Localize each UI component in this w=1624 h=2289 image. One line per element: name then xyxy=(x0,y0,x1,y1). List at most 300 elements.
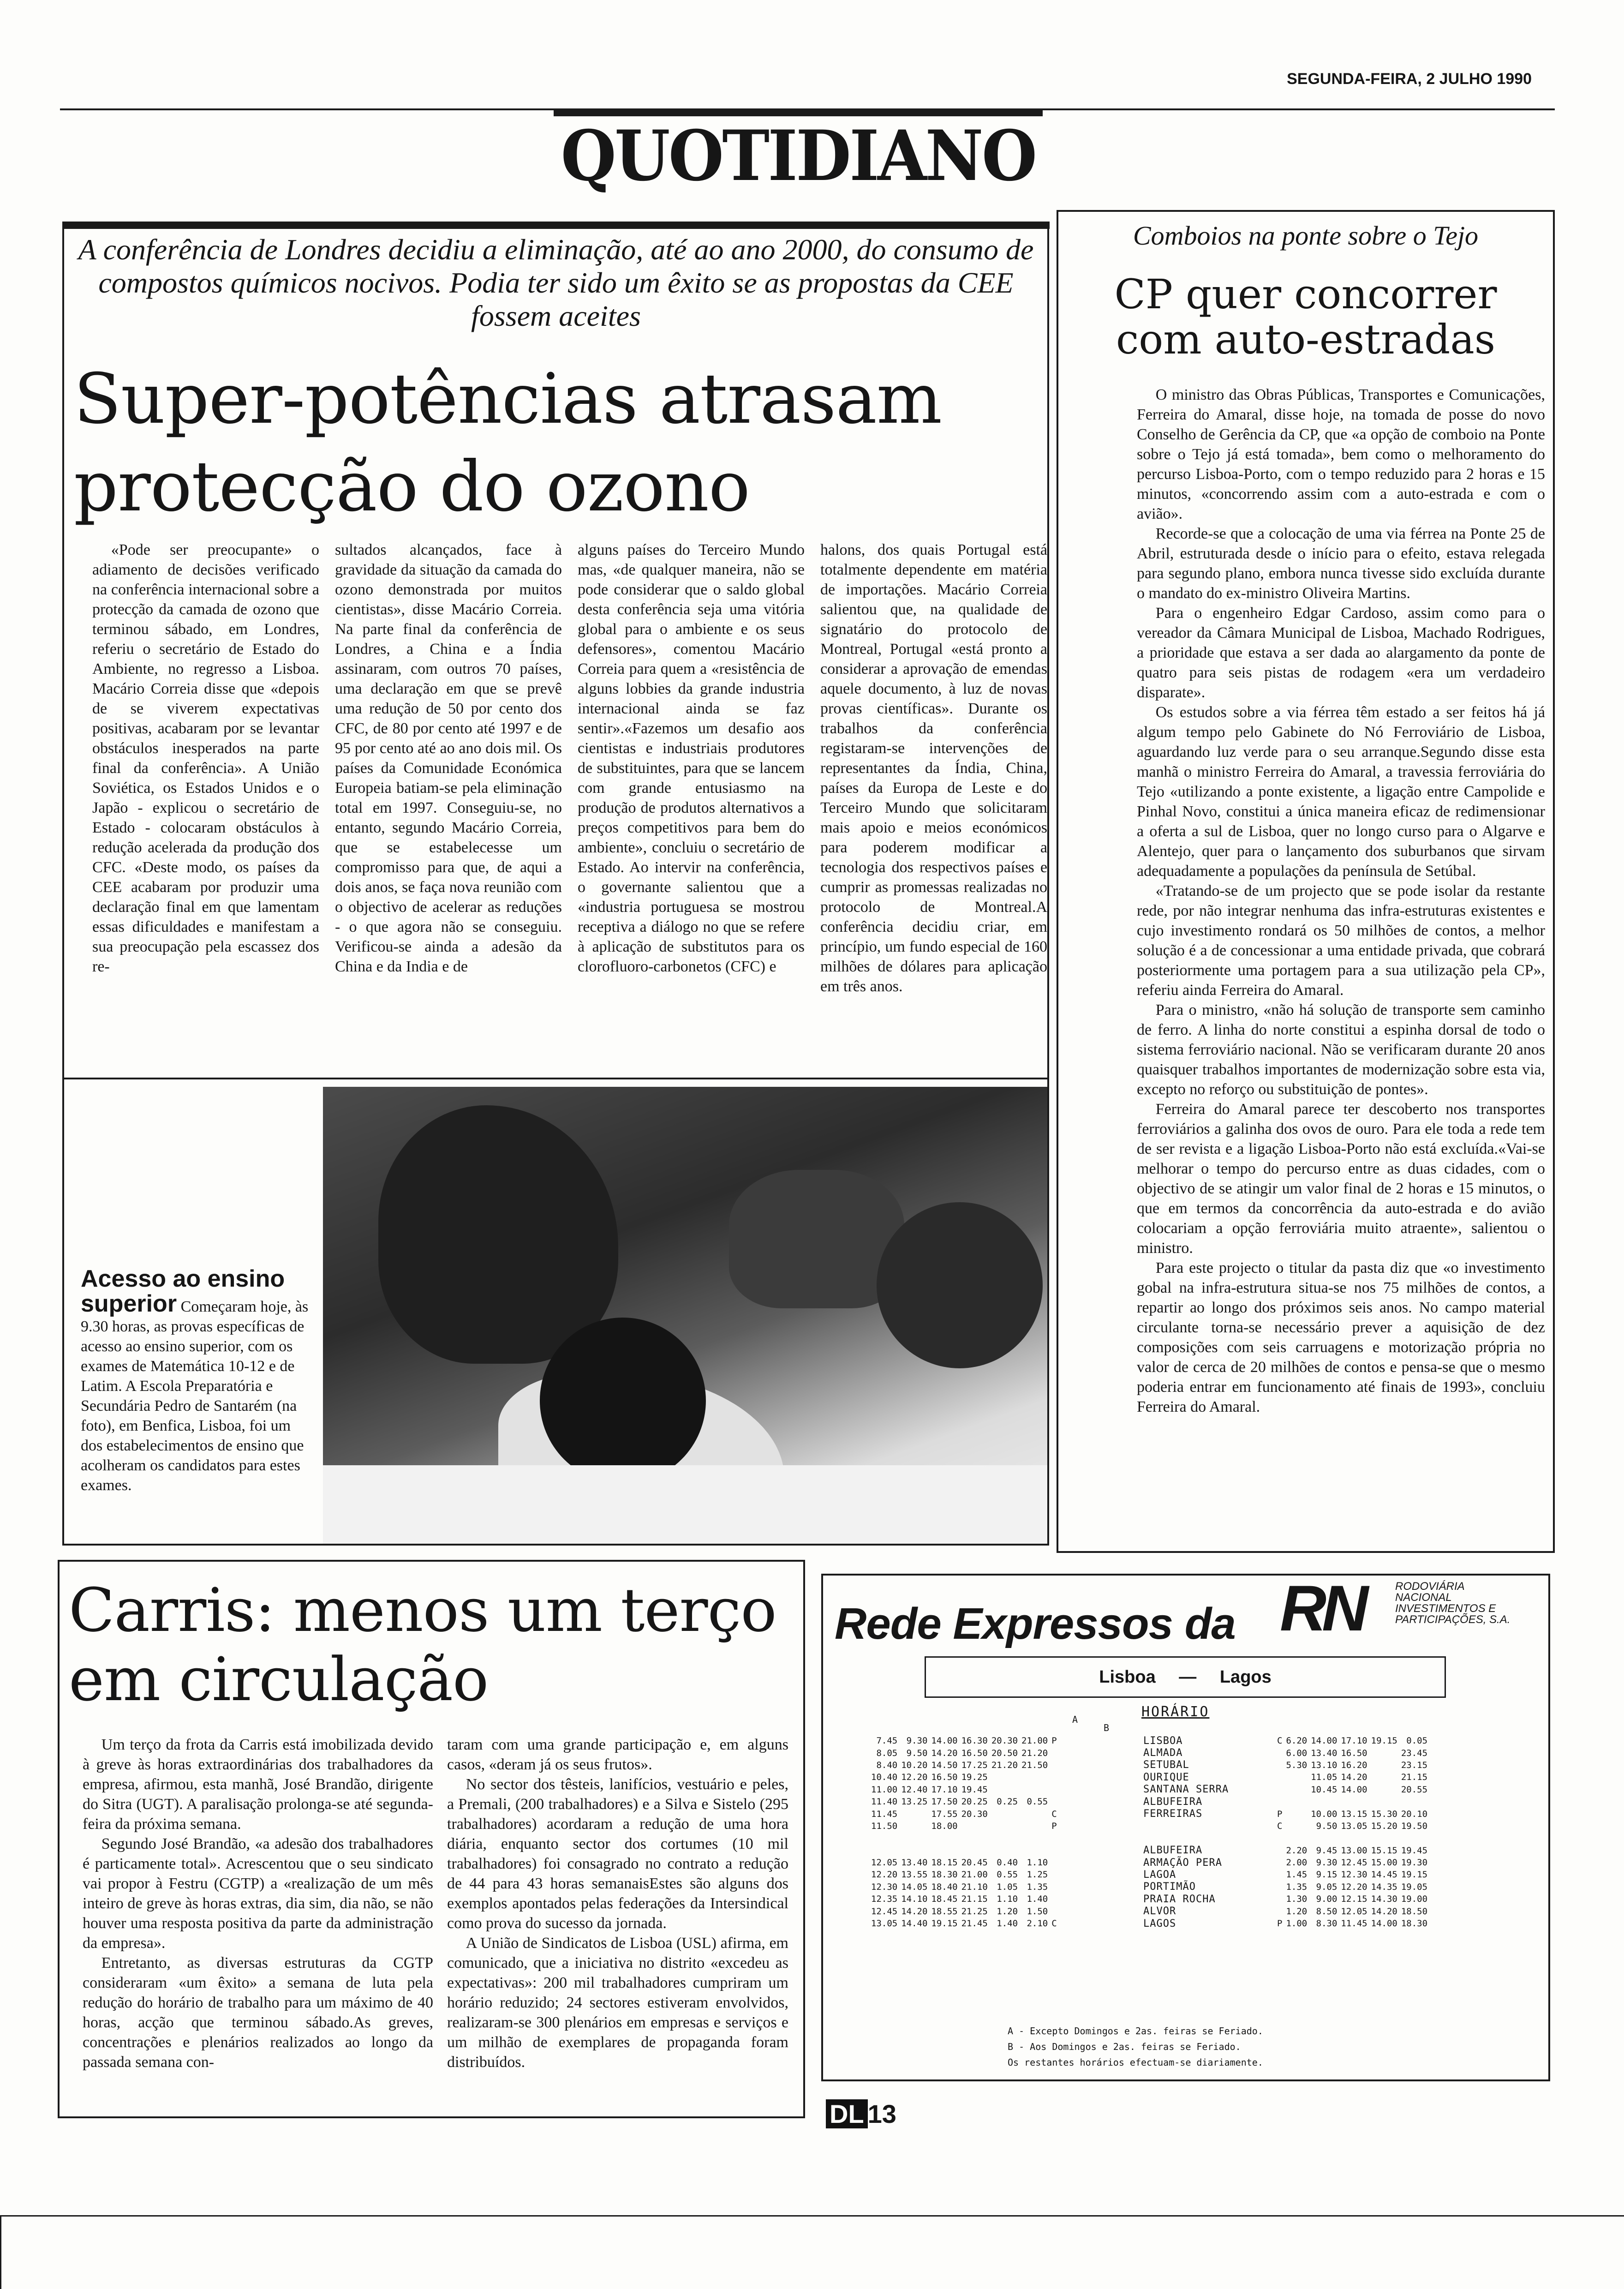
return-cell xyxy=(1339,1796,1369,1808)
return-cell xyxy=(1275,1857,1284,1869)
return-cell: 19.15 xyxy=(1401,1870,1428,1880)
return-cell: 11.05 xyxy=(1311,1772,1337,1783)
route-from: Lisboa xyxy=(1099,1667,1156,1687)
return-cell: 10.45 xyxy=(1311,1784,1337,1795)
return-cell xyxy=(1339,1832,1369,1844)
return-cell: 10.00 xyxy=(1311,1809,1337,1819)
outbound-cell: 17.50 xyxy=(931,1797,958,1807)
outbound-cell xyxy=(1050,1893,1058,1905)
return-cell: 14.30 xyxy=(1371,1894,1397,1905)
station-name: LAGOS xyxy=(1143,1917,1176,1929)
outbound-cell: C xyxy=(1051,1918,1057,1929)
return-cell: 15.30 xyxy=(1371,1809,1397,1819)
return-row xyxy=(1275,1735,1429,1747)
return-cell: 14.00 xyxy=(1311,1736,1337,1746)
outbound-cell: 13.40 xyxy=(901,1858,928,1868)
carris-article xyxy=(58,1560,805,2118)
return-cell xyxy=(1275,1893,1284,1905)
ad-title: Rede Expressos da xyxy=(835,1599,1236,1648)
return-cell: P xyxy=(1277,1809,1283,1819)
return-row xyxy=(1275,1893,1429,1905)
station-row xyxy=(1141,1845,1230,1857)
outbound-cell: 19.25 xyxy=(961,1772,988,1783)
return-cell xyxy=(1275,1905,1284,1917)
return-cell: 15.20 xyxy=(1371,1821,1397,1831)
return-row xyxy=(1275,1771,1429,1783)
outbound-cell: 21.10 xyxy=(961,1882,988,1892)
outbound-cell: 14.00 xyxy=(931,1736,958,1746)
carris-headline-line2: em circulação xyxy=(69,1644,489,1714)
outbound-cell: 14.10 xyxy=(901,1894,928,1905)
return-cell: 9.15 xyxy=(1316,1870,1337,1880)
exam-caption xyxy=(81,1267,311,1495)
outbound-cell: 20.50 xyxy=(991,1748,1018,1758)
return-cell: 18.50 xyxy=(1401,1906,1428,1917)
outbound-cell: 14.20 xyxy=(931,1748,958,1758)
outbound-cell xyxy=(1020,1784,1050,1796)
return-cell: 13.40 xyxy=(1311,1748,1337,1758)
return-cell: C xyxy=(1277,1821,1283,1831)
outbound-cell xyxy=(1050,1771,1058,1783)
station-name: LAGOA xyxy=(1143,1869,1176,1881)
return-cell: 1.30 xyxy=(1286,1894,1308,1905)
return-row xyxy=(1275,1845,1429,1857)
return-cell xyxy=(1284,1796,1309,1808)
return-cell: 2.20 xyxy=(1286,1845,1308,1856)
return-cell xyxy=(1369,1784,1399,1796)
ozone-headline-line2: protecção do ozono xyxy=(74,447,750,527)
outbound-cell: 1.10 xyxy=(997,1894,1018,1905)
outbound-cell: 1.40 xyxy=(1027,1894,1048,1905)
outbound-cell: 21.20 xyxy=(1021,1748,1048,1758)
station-row xyxy=(1141,1747,1230,1759)
outbound-row xyxy=(869,1808,1059,1820)
outbound-row xyxy=(869,1796,1059,1808)
outbound-row xyxy=(869,1857,1059,1869)
outbound-cell: 21.20 xyxy=(991,1760,1018,1770)
outbound-cell xyxy=(1050,1869,1058,1881)
bottom-rule xyxy=(0,2215,1624,2217)
outbound-cell xyxy=(1050,1905,1058,1917)
outbound-cell xyxy=(1050,1845,1058,1857)
outbound-cell: 20.30 xyxy=(991,1736,1018,1746)
return-cell: 5.30 xyxy=(1286,1760,1308,1770)
outbound-cell: 12.20 xyxy=(871,1870,898,1880)
outbound-cell: 0.25 xyxy=(997,1797,1018,1807)
dateline: SEGUNDA-FEIRA, 2 JULHO 1990 xyxy=(1287,70,1532,88)
outbound-cell: 8.05 xyxy=(876,1748,898,1758)
outbound-row xyxy=(869,1747,1059,1759)
return-cell xyxy=(1369,1832,1399,1844)
return-cell xyxy=(1284,1771,1309,1783)
station-name: ALVOR xyxy=(1143,1906,1176,1917)
return-cell: 1.00 xyxy=(1286,1918,1308,1929)
return-cell: 6.00 xyxy=(1286,1748,1308,1758)
outbound-cell: 18.00 xyxy=(931,1821,958,1831)
bottom-edge xyxy=(0,2215,1,2289)
outbound-cell: 13.05 xyxy=(871,1918,898,1929)
outbound-cell: 19.45 xyxy=(961,1784,988,1795)
return-cell: 19.45 xyxy=(1401,1845,1428,1856)
outbound-cell: 21.00 xyxy=(1021,1736,1048,1746)
return-cell: 15.15 xyxy=(1371,1845,1397,1856)
station-row xyxy=(1141,1832,1230,1844)
outbound-cell: 16.50 xyxy=(931,1772,958,1783)
return-cell: 12.30 xyxy=(1341,1870,1367,1880)
outbound-cell xyxy=(1050,1784,1058,1796)
return-cell xyxy=(1309,1796,1339,1808)
station-name: PORTIMÃO xyxy=(1143,1881,1196,1893)
station-name: SETUBAL xyxy=(1143,1759,1189,1771)
return-cell: 12.15 xyxy=(1341,1894,1367,1905)
outbound-cell: P xyxy=(1051,1821,1057,1831)
outbound-cell xyxy=(990,1784,1020,1796)
outbound-cell: 0.55 xyxy=(997,1870,1018,1880)
station-name xyxy=(1141,1832,1230,1844)
outbound-cell: 1.50 xyxy=(1027,1906,1048,1917)
outbound-cell: 18.30 xyxy=(931,1870,958,1880)
outbound-cell: 17.10 xyxy=(931,1784,958,1795)
outbound-cell: 12.45 xyxy=(871,1906,898,1917)
outbound-cell: 20.45 xyxy=(961,1858,988,1868)
rn-advertisement xyxy=(821,1574,1550,2081)
outbound-cell: 12.20 xyxy=(901,1772,928,1783)
return-row xyxy=(1275,1869,1429,1881)
outbound-cell xyxy=(929,1845,959,1857)
outbound-cell xyxy=(869,1832,899,1844)
return-cell: 13.10 xyxy=(1311,1760,1337,1770)
station-row xyxy=(1141,1905,1230,1917)
outbound-cell: 1.20 xyxy=(997,1906,1018,1917)
outbound-cell: 21.45 xyxy=(961,1918,988,1929)
station-name: LISBOA xyxy=(1143,1735,1183,1747)
outbound-schedule xyxy=(869,1735,1059,1929)
station-row xyxy=(1141,1869,1230,1881)
outbound-cell xyxy=(1020,1820,1050,1832)
return-cell xyxy=(1284,1820,1309,1832)
outbound-cell xyxy=(1050,1881,1058,1893)
column-a-label: A xyxy=(1072,1714,1078,1725)
return-row xyxy=(1275,1784,1429,1796)
outbound-cell: 21.25 xyxy=(961,1906,988,1917)
return-cell: 12.20 xyxy=(1341,1882,1367,1892)
return-cell: 9.05 xyxy=(1316,1882,1337,1892)
station-row xyxy=(1141,1917,1230,1929)
outbound-cell xyxy=(1020,1845,1050,1857)
outbound-cell: 12.35 xyxy=(871,1894,898,1905)
outbound-row xyxy=(869,1735,1059,1747)
outbound-cell: 10.20 xyxy=(901,1760,928,1770)
return-cell: 20.10 xyxy=(1401,1809,1428,1819)
return-cell: 15.00 xyxy=(1371,1858,1397,1868)
return-cell: 13.15 xyxy=(1341,1809,1367,1819)
outbound-cell: 1.35 xyxy=(1027,1882,1048,1892)
outbound-cell xyxy=(1050,1796,1058,1808)
route-separator: — xyxy=(1179,1667,1197,1687)
outbound-row xyxy=(869,1905,1059,1917)
outbound-cell xyxy=(899,1808,929,1820)
outbound-cell: 14.50 xyxy=(931,1760,958,1770)
return-cell: 0.05 xyxy=(1406,1736,1428,1746)
outbound-cell: 11.00 xyxy=(871,1784,898,1795)
outbound-cell: 11.40 xyxy=(871,1797,898,1807)
outbound-cell xyxy=(960,1820,990,1832)
cp-body: O ministro das Obras Públicas, Transportes e Comunicações, Ferreira do Amaral, disse hoje, na tomada de posse do novo Conselho de Gerência da CP, que «a opção de comboio na Ponte sobre o Tejo já está tomada», bem como o melhoramento do percurso Lisboa-Porto, com o tempo reduzido para 2 horas e 15 minutos, «concorrendo assim com a auto-estrada e com o avião». Recorde-se que a colocação de uma via férrea na Ponte 25 de Abril, estruturada desde o início para o efeito, estava relegada para segundo plano, embora nunca tivesse sido excluída durante o mandato do ex-ministro Oliveira Martins. Para o engenheiro Edgar Cardoso, assim como para o vereador da Câmara Municipal de Lisboa, Machado Rodrigues, a prioridade que estava a ser dada ao alargamento da ponte de quatro para seis pistas de rodagem «era um verdadeiro disparate». Os estudos sobre a via férrea têm estado a ser feitos há já algum tempo pelo Gabinete do Nó Ferroviário de Lisboa, aguardando luz verde para o seu arranque.Segundo disse esta manhã o ministro Ferreira do Amaral, a travessia ferroviária do Tejo «utilizando a ponte existente, a ligação entre Campolide e Pinhal Novo, constitui a única maneira eficaz de redimensionar a oferta a sul de Lisboa, quer no longo curso para o Algarve e Alentejo, quer para o lançamento dos suburbanos que sirvam adequadamente a populações da península de Setúbal. «Tratando-se de um projecto que se pode isolar da restante rede, por não integrar nenhuma das infra-estruturas existentes e cujo investimento rondará os 50 milhões de contos, a melhor solução é a de concessionar a uma entidade privada, que cobrará posteriormente uma portagem para a sua utilização pela CP», referiu ainda Ferreira do Amaral. Para o ministro, «não há solução de transporte sem caminho de ferro. A linha do norte constitui a espinha dorsal de todo o sistema ferroviário nacional. Não se verificaram durante 20 anos quaisquer trabalhos importantes de modernização sobre esta via, excepto no reforço ou substituição de pontes». Ferreira do Amaral parece ter descoberto nos transportes ferroviários a galinha dos ovos de ouro. Para ele toda a rede tem de ser revista e a ligação Lisboa-Porto não está excluída.«Vai-se melhorar o tempo do percurso entre as duas cidades, com o objectivo de se atingir um valor final de 2 horas e 15 minutos, o que em termos da concorrência da auto-estrada e do avião colocariam a opção ferroviária muito atraente», salientou o ministro. Para este projecto o titular da pasta diz que «o investimento gobal na infra-estrutura situa-se nos 75 milhões de contos, a repartir ao longo dos próximos seis anos. No campo material circulante torna-se necessário prever a aquisição de dez composições com seis carruagens e motorização própria no valor de cerca de 20 milhões de contos e pensa-se que o mesmo poderia entrar em funcionamento até finais de 1993», concluiu Ferreira do Amaral. xyxy=(1137,386,1545,1415)
return-cell: 19.05 xyxy=(1401,1882,1428,1892)
outbound-cell: 0.55 xyxy=(1027,1797,1048,1807)
outbound-cell: 8.40 xyxy=(876,1760,898,1770)
outbound-row xyxy=(869,1881,1059,1893)
return-cell xyxy=(1275,1759,1284,1771)
return-row xyxy=(1275,1917,1429,1929)
return-cell: 14.45 xyxy=(1371,1870,1397,1880)
outbound-cell: 19.15 xyxy=(931,1918,958,1929)
outbound-cell: 18.55 xyxy=(931,1906,958,1917)
cp-kicker: Comboios na ponte sobre o Tejo xyxy=(1133,221,1479,251)
return-row xyxy=(1275,1808,1429,1820)
station-row xyxy=(1141,1771,1230,1783)
return-cell: 19.50 xyxy=(1401,1821,1428,1831)
outbound-cell xyxy=(929,1832,959,1844)
outbound-cell: 16.50 xyxy=(961,1748,988,1758)
carris-column-2: taram com uma grande participação e, em alguns casos, «deram já os seus frutos». No sector dos têsteis, lanifícios, vestuário e peles, a Premali, (200 trabalhadores) e a Silva e Sistelo (295 trabalhadores) acordaram a redução de uma hora diária, enquanto sector dos cortumes (10 mil trabalhadores) foi consagrado no contrato a redução de 44 para 43 horas semanaisEstes são alguns dos exemplos apontados pelas federações da Intersindical como prova do sucesso da jornada. A União de Sindicatos de Lisboa (USL) afirma, em comunicado, que a iniciativa no distrito «excedeu as expectativas»: 200 mil trabalhadores cumpriram um horário reduzido; 24 sectores estiveram envolvidos, realizaram-se 300 plenários em empresas e serviços e um milhão de exemplares de propaganda foram distribuídos. xyxy=(447,1736,788,2071)
return-cell xyxy=(1275,1869,1284,1881)
outbound-cell xyxy=(990,1808,1020,1820)
outbound-cell xyxy=(1020,1771,1050,1783)
return-cell: 1.45 xyxy=(1286,1870,1308,1880)
station-list xyxy=(1141,1735,1230,1929)
return-cell: 1.35 xyxy=(1286,1882,1308,1892)
outbound-cell xyxy=(990,1832,1020,1844)
outbound-cell: 16.30 xyxy=(961,1736,988,1746)
return-cell xyxy=(1275,1881,1284,1893)
return-row xyxy=(1275,1905,1429,1917)
station-name xyxy=(1141,1820,1230,1832)
return-cell xyxy=(1284,1832,1309,1844)
outbound-row xyxy=(869,1771,1059,1783)
station-name: FERREIRAS xyxy=(1143,1808,1203,1820)
ozone-headline-line1: Super-potências atrasam xyxy=(74,359,942,439)
outbound-row xyxy=(869,1784,1059,1796)
outbound-cell: 7.45 xyxy=(876,1736,898,1746)
schedule-title: HORÁRIO xyxy=(1141,1704,1210,1720)
return-cell: 16.50 xyxy=(1341,1748,1367,1758)
outbound-cell: 1.05 xyxy=(997,1882,1018,1892)
outbound-cell xyxy=(899,1832,929,1844)
outbound-cell xyxy=(1020,1808,1050,1820)
return-cell: 14.00 xyxy=(1371,1918,1397,1929)
return-cell: 16.20 xyxy=(1341,1760,1367,1770)
return-cell: 13.05 xyxy=(1341,1821,1367,1831)
ozone-column-2: sultados alcançados, face à gravidade da situação da camada do ozono demonstrada por muitos cientistas», disse Macário Correia. Na parte final da conferência de Londres, a China e a Índia assinaram, com outros 70 países, uma declaração em que se prevê uma redução de 50 por cento dos CFC, de 80 por cento até 1997 e de 95 por cento até ao ano dois mil. Os países da Comunidade Económica Europeia batiam-se pela eliminação total em 1997. Conseguiu-se, no entanto, segundo Macário Correia, que se estabelecesse um compromisso para que, de aqui a dois anos, se faça nova reunião com o objectivo de acelerar as reduções - o que agora não se conseguiu. Verificou-se ainda a adesão da China e da India e de xyxy=(335,541,562,975)
outbound-cell xyxy=(960,1832,990,1844)
return-cell: 2.00 xyxy=(1286,1858,1308,1868)
outbound-cell: 18.45 xyxy=(931,1894,958,1905)
exam-caption-title: Acesso ao ensino superior xyxy=(81,1265,285,1317)
outbound-cell: 18.40 xyxy=(931,1882,958,1892)
return-cell: 1.20 xyxy=(1286,1906,1308,1917)
route-to: Lagos xyxy=(1219,1667,1272,1687)
outbound-cell: 20.30 xyxy=(961,1809,988,1819)
outbound-cell xyxy=(869,1845,899,1857)
ozone-column-4: halons, dos quais Portugal está totalmente dependente em matéria de importações. Macário Correia salientou que, na qualidade de signatário do protocolo de Montreal, Portugal «está pronto a considerar a aprovação de emendas aquele documento, à luz de novas provas científicas». Durante os trabalhos da conferência registaram-se intervenções de representantes da Índia, China, países da Europa de Leste e do Terceiro Mundo que solicitaram mais apoio e meios económicos para poderem modificar a tecnologia dos respectivos países e cumprir as promessas realizadas no protocolo de Montreal.A conferência decidiu criar, em princípio, um fundo especial de 160 milhões de dólares para aplicação em três anos. xyxy=(820,541,1047,995)
return-row xyxy=(1275,1759,1429,1771)
return-cell: 19.30 xyxy=(1401,1858,1428,1868)
return-cell xyxy=(1284,1784,1309,1796)
outbound-cell: 12.40 xyxy=(901,1784,928,1795)
return-cell xyxy=(1399,1832,1429,1844)
station-row xyxy=(1141,1784,1230,1796)
return-cell xyxy=(1309,1832,1339,1844)
outbound-cell: 11.45 xyxy=(871,1809,898,1819)
return-cell: 9.30 xyxy=(1316,1858,1337,1868)
outbound-cell xyxy=(1050,1747,1058,1759)
carris-headline-line1: Carris: menos um terço xyxy=(69,1575,776,1645)
return-cell: 9.50 xyxy=(1316,1821,1337,1831)
outbound-row xyxy=(869,1820,1059,1832)
outbound-cell xyxy=(1050,1857,1058,1869)
return-row xyxy=(1275,1881,1429,1893)
section-title: QUOTIDIANO xyxy=(561,115,1036,197)
return-cell xyxy=(1369,1747,1399,1759)
return-cell: 17.10 xyxy=(1341,1736,1367,1746)
return-cell xyxy=(1275,1832,1284,1844)
carris-column-1: Um terço da frota da Carris está imobilizada devido à greve às horas extraordinárias dos trabalhadores da empresa, afirmou, esta manhã, José Brandão, dirigente do Sitra (UGT). A paralisação prolonga-se até segunda-feira da próxima semana. Segundo José Brandão, «a adesão dos trabalhadores é particamente total». Acrescentou que o seu sindicato vai propor à Festru (CGTP) a «realização de um mês inteiro de greve às horas extras, dia sim, dia não, se não houver uma resposta positiva da parte da administração da empresa». Entretanto, as diversas estruturas da CGTP consideraram «um êxito» a semana de luta pela redução do horário de trabalho para um máximo de 40 horas, acção que terminou sábado.As greves, concentrações e plenários realizados ao longo da passada semana con- xyxy=(83,1736,433,2071)
station-row xyxy=(1141,1759,1230,1771)
outbound-cell: 12.05 xyxy=(871,1858,898,1868)
return-cell: 14.20 xyxy=(1341,1772,1367,1783)
schedule-notes: A - Excepto Domingos e 2as. feiras se Feriado. B - Aos Domingos e 2as. feiras se Feriado. Os restantes horários efectuam-se diariamente. xyxy=(1008,2025,1263,2068)
outbound-cell: 1.25 xyxy=(1027,1870,1048,1880)
outbound-cell: 12.30 xyxy=(871,1882,898,1892)
return-cell: 14.00 xyxy=(1341,1784,1367,1795)
return-cell: 9.45 xyxy=(1316,1845,1337,1856)
column-b-label: B xyxy=(1104,1722,1110,1733)
outbound-row xyxy=(869,1759,1059,1771)
outbound-cell: P xyxy=(1051,1736,1057,1746)
return-cell: 20.55 xyxy=(1401,1784,1428,1795)
return-schedule xyxy=(1275,1735,1429,1929)
cp-article xyxy=(1057,210,1555,1553)
return-cell: 13.00 xyxy=(1341,1845,1367,1856)
return-cell: C xyxy=(1277,1736,1283,1746)
return-row xyxy=(1275,1832,1429,1844)
outbound-cell: 21.50 xyxy=(1021,1760,1048,1770)
return-cell: 19.00 xyxy=(1401,1894,1428,1905)
outbound-cell: 13.25 xyxy=(901,1797,928,1807)
outbound-cell: 13.55 xyxy=(901,1870,928,1880)
return-cell xyxy=(1369,1796,1399,1808)
outbound-cell: 1.10 xyxy=(1027,1858,1048,1868)
return-cell: 14.20 xyxy=(1371,1906,1397,1917)
page-number: 13 xyxy=(867,2099,896,2128)
return-cell: 8.30 xyxy=(1316,1918,1337,1929)
outbound-cell: 18.15 xyxy=(931,1858,958,1868)
outbound-cell xyxy=(1020,1832,1050,1844)
return-cell xyxy=(1275,1771,1284,1783)
outbound-cell: 20.25 xyxy=(961,1797,988,1807)
outbound-cell xyxy=(990,1845,1020,1857)
return-cell: P xyxy=(1277,1918,1283,1929)
dl-logo: DL xyxy=(826,2099,868,2128)
return-cell xyxy=(1369,1759,1399,1771)
outbound-cell xyxy=(899,1820,929,1832)
return-cell xyxy=(1275,1747,1284,1759)
outbound-cell xyxy=(1050,1832,1058,1844)
return-cell: 23.45 xyxy=(1401,1748,1428,1758)
outbound-cell: 0.40 xyxy=(997,1858,1018,1868)
route-box xyxy=(925,1656,1446,1698)
return-cell: 8.50 xyxy=(1316,1906,1337,1917)
return-cell xyxy=(1275,1796,1284,1808)
outbound-cell xyxy=(960,1845,990,1857)
station-name: OURIQUE xyxy=(1143,1771,1189,1783)
outbound-row xyxy=(869,1869,1059,1881)
return-cell xyxy=(1369,1771,1399,1783)
ozone-column-1: «Pode ser preocupante» o adiamento de decisões verificado na conferência internacional sobre a protecção da camada de ozono que terminou sábado, em Londres, referiu o secretário de Estado do Ambiente, no regresso a Lisboa. Macário Correia disse que «depois de se viverem expectativas positivas, acabaram por se levantar obstáculos inesperados na parte final da conferência». A União Soviética, os Estados Unidos e o Japão - explicou o secretário de Estado - colocaram obstáculos à redução acelerada da produção dos CFC. «Deste modo, os países da CEE acabaram por produzir uma declaração final em que lamentam essas dificuldades e manifestam a sua preocupação pela escassez dos re- xyxy=(92,541,319,975)
ozone-deck: A conferência de Londres decidiu a eliminação, até ao ano 2000, do consumo de compostos químicos nocivos. Podia ter sido um êxito se as propostas da CEE fossem aceites xyxy=(78,233,1034,332)
return-cell: 9.00 xyxy=(1316,1894,1337,1905)
return-cell: 21.15 xyxy=(1401,1772,1428,1783)
page-footer xyxy=(826,2099,896,2129)
station-name: ALBUFEIRA xyxy=(1143,1845,1203,1857)
return-cell: 19.15 xyxy=(1371,1736,1397,1746)
station-row xyxy=(1141,1735,1230,1747)
outbound-cell xyxy=(990,1771,1020,1783)
return-cell xyxy=(1275,1845,1284,1857)
outbound-cell: 17.25 xyxy=(961,1760,988,1770)
station-name: SANTANA SERRA xyxy=(1143,1784,1229,1796)
outbound-cell: 9.30 xyxy=(906,1736,928,1746)
outbound-cell: 10.40 xyxy=(871,1772,898,1783)
return-row xyxy=(1275,1820,1429,1832)
rn-company-name: RODOVIÁRIA NACIONAL INVESTIMENTOS E PARTICIPAÇÕES, S.A. xyxy=(1395,1580,1511,1626)
return-row xyxy=(1275,1796,1429,1808)
station-name: ALMADA xyxy=(1143,1747,1183,1759)
outbound-cell xyxy=(1050,1759,1058,1771)
station-name: PRAIA ROCHA xyxy=(1143,1893,1216,1905)
outbound-cell: 21.00 xyxy=(961,1870,988,1880)
station-row xyxy=(1141,1881,1230,1893)
station-name: ARMAÇÃO PERA xyxy=(1143,1857,1222,1869)
return-cell: 23.15 xyxy=(1401,1760,1428,1770)
return-cell: 18.30 xyxy=(1401,1918,1428,1929)
station-row xyxy=(1141,1820,1230,1832)
outbound-cell: 14.40 xyxy=(901,1918,928,1929)
return-cell xyxy=(1275,1784,1284,1796)
station-row xyxy=(1141,1796,1230,1808)
outbound-cell xyxy=(899,1845,929,1857)
exam-photo xyxy=(323,1087,1047,1544)
outbound-row xyxy=(869,1917,1059,1929)
return-cell xyxy=(1284,1808,1309,1820)
outbound-row xyxy=(869,1893,1059,1905)
return-cell: 12.45 xyxy=(1341,1858,1367,1868)
return-cell: 14.35 xyxy=(1371,1882,1397,1892)
outbound-cell: C xyxy=(1051,1809,1057,1819)
return-cell: 6.20 xyxy=(1286,1736,1308,1746)
ozone-column-3: alguns países do Terceiro Mundo mas, «de qualquer maneira, não se pode considerar que o saldo global desta conferência seja uma vitória global para o ambiente e os seus defensores», comentou Macário Correia para quem a «resistência de alguns lobbies da grande industria internacional ainda se faz sentir».«Fazemos um desafio aos cientistas e industriais produtores de substituintes, para que se lancem com grande entusiasmo na produção de produtos alternativos a preços competitivos para bem do ambiente», concluiu o secretário de Estado. Ao intervir na conferência, o governante salientou que a «industria portuguesa se mostrou receptiva a diálogo no que se refere à aplicação de substitutos para os clorofluoro-carbonetos (CFC) e xyxy=(578,541,805,975)
station-row xyxy=(1141,1893,1230,1905)
outbound-cell xyxy=(990,1820,1020,1832)
station-row xyxy=(1141,1808,1230,1820)
return-cell: 11.45 xyxy=(1341,1918,1367,1929)
outbound-cell: 2.10 xyxy=(1027,1918,1048,1929)
outbound-row xyxy=(869,1845,1059,1857)
outbound-cell: 14.20 xyxy=(901,1906,928,1917)
outbound-cell: 1.40 xyxy=(997,1918,1018,1929)
outbound-cell: 21.15 xyxy=(961,1894,988,1905)
